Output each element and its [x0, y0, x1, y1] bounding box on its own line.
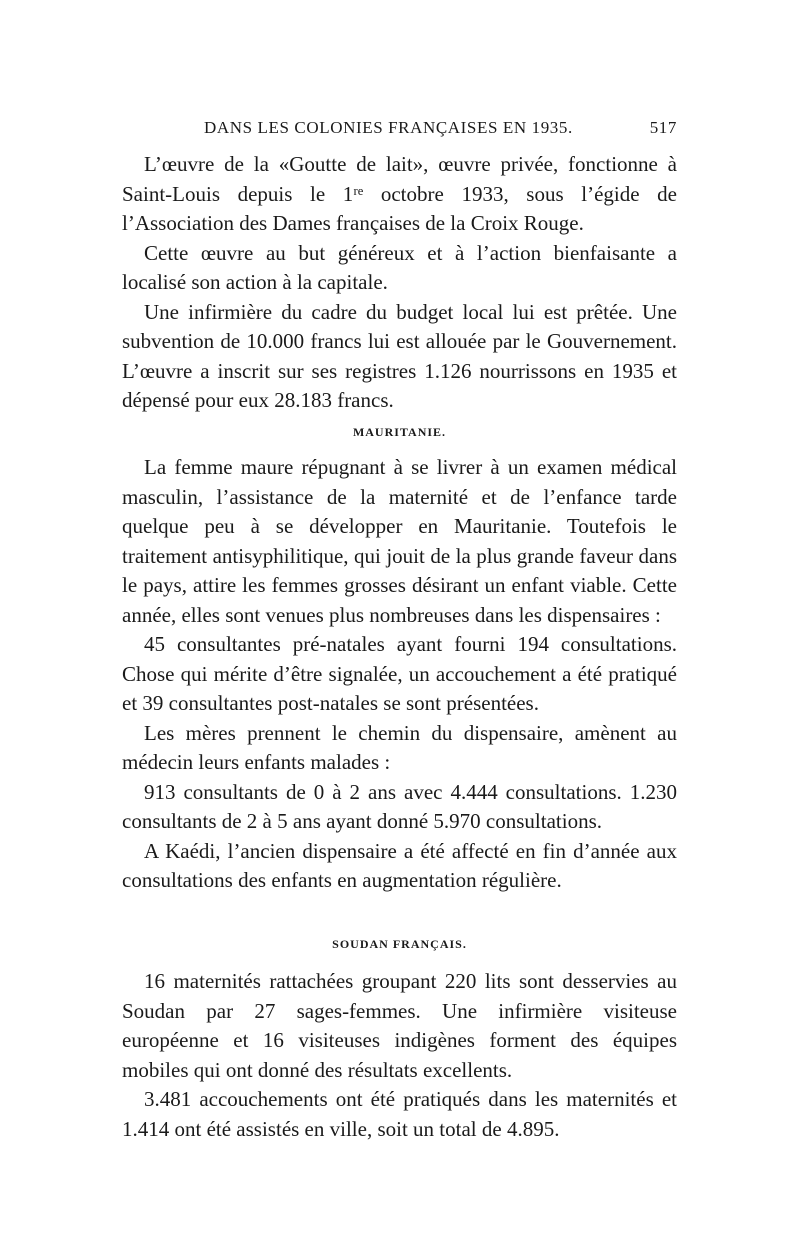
paragraph: La femme maure répugnant à se livrer à un examen médical masculin, l’assistance de la maternité et de l’enfance tarde quelque peu à se développer en Mauritanie. Toutefois le traitement antisyphilitique, qui jouit de la plus grande faveur dans le pays, attire les femmes grosses désirant un enfant viable. Cette année, elles sont venues plus nombreuses dans les dispensaires :: [122, 455, 677, 627]
paragraph: 913 consultants de 0 à 2 ans avec 4.444 consultations. 1.230 consultants de 2 à 5 ans ayant donné 5.970 consultations.: [122, 779, 677, 833]
running-head: [122, 118, 677, 142]
section-heading-soudan: SOUDAN FRANÇAIS.: [332, 937, 467, 951]
goutte-de-lait-section: [122, 150, 677, 416]
paragraph: Cette œuvre au but généreux et à l’action bienfaisante a localisé son action à la capitale.: [122, 240, 677, 294]
paragraph: A Kaédi, l’ancien dispensaire a été affecté en fin d’année aux consultations des enfants en augmentation régulière.: [122, 838, 677, 892]
paragraph: Une infirmière du cadre du budget local lui est prêtée. Une subvention de 10.000 francs lui est allouée par le Gouvernement. L’œuvre a inscrit sur ses registres 1.126 nourrissons en 1935 et dépensé pour eux 28.183 francs.: [122, 299, 677, 412]
paragraph: 16 maternités rattachées groupant 220 lits sont desservies au Soudan par 27 sages-femmes. Une infirmière visiteuse européenne et 16 visiteuses indigènes forment des équipes mobiles qui ont donné des résultats excellents.: [122, 969, 677, 1082]
paragraph: 3.481 accouchements ont été pratiqués dans les maternités et 1.414 ont été assistés en ville, soit un total de 4.895.: [122, 1087, 677, 1141]
paragraph: Les mères prennent le chemin du dispensaire, amènent au médecin leurs enfants malades :: [122, 720, 677, 774]
paragraph: L’œuvre de la «Goutte de lait», œuvre privée, fonctionne à Saint-Louis depuis le 1ʳᵉ octobre 1933, sous l’égide de l’Association des Dames françaises de la Croix Rouge.: [122, 152, 677, 235]
section-heading-mauritanie: MAURITANIE.: [352, 425, 447, 439]
page-number: 517: [649, 118, 677, 137]
paragraph: 45 consultantes pré-natales ayant fourni 194 consultations. Chose qui mérite d’être signalée, un accouchement a été pratiqué et 39 consultantes post-natales se sont présentées.: [122, 632, 677, 715]
soudan-section: [122, 967, 677, 1144]
running-head-title: DANS LES COLONIES FRANÇAISES EN 1935.: [204, 118, 573, 137]
mauritanie-section: [122, 453, 677, 896]
